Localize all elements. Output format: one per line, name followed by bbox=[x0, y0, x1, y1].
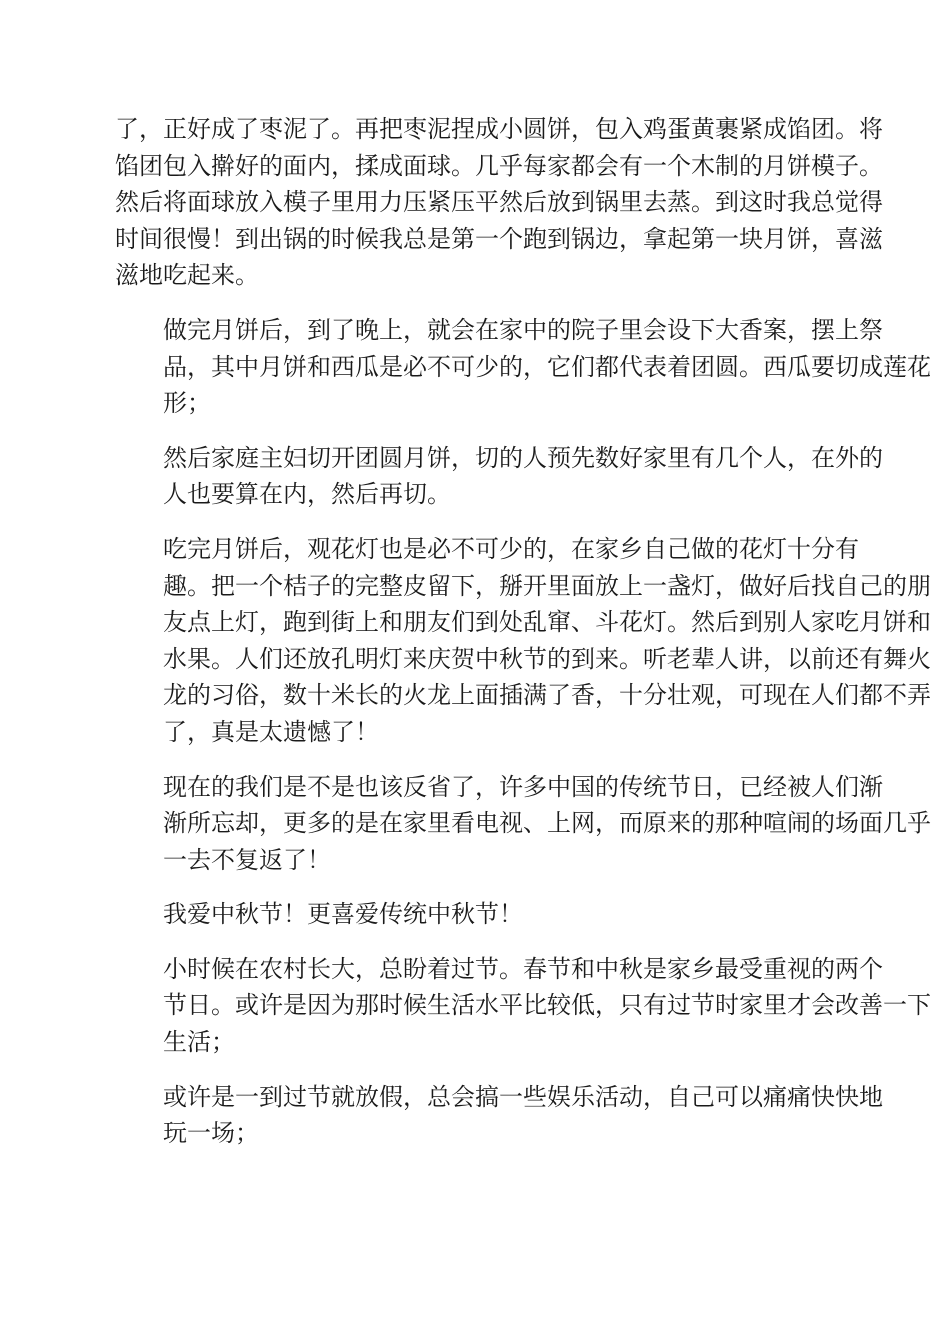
paragraph-5 bbox=[115, 769, 931, 879]
text-line: 然后将面球放入模子里用力压紧压平然后放到锅里去蒸。到这时我总觉得 bbox=[115, 188, 883, 217]
paragraph-4 bbox=[115, 531, 931, 751]
text-line: 现在的我们是不是也该反省了，许多中国的传统节日，已经被人们渐 bbox=[163, 772, 883, 801]
text-line: 吃完月饼后，观花灯也是必不可少的，在家乡自己做的花灯十分有 bbox=[163, 534, 859, 563]
paragraph-7 bbox=[115, 951, 931, 1061]
text-line: 滋地吃起来。 bbox=[115, 261, 259, 290]
text-line: 然后家庭主妇切开团圆月饼，切的人预先数好家里有几个人，在外的 bbox=[163, 443, 883, 472]
text-line: 形； bbox=[163, 389, 211, 418]
text-line: 馅团包入擀好的面内，揉成面球。几乎每家都会有一个木制的月饼模子。 bbox=[115, 151, 883, 180]
text-line: 玩一场； bbox=[163, 1119, 259, 1148]
text-line: 或许是一到过节就放假，总会搞一些娱乐活动，自己可以痛痛快快地 bbox=[163, 1082, 883, 1111]
text-line: 生活； bbox=[163, 1028, 235, 1057]
text-line: 做完月饼后，到了晚上，就会在家中的院子里会设下大香案，摆上祭 bbox=[163, 315, 883, 344]
text-line: 水果。人们还放孔明灯来庆贺中秋节的到来。听老辈人讲，以前还有舞火 bbox=[163, 644, 931, 673]
text-line: 节日。或许是因为那时候生活水平比较低，只有过节时家里才会改善一下 bbox=[163, 991, 931, 1020]
paragraph-2 bbox=[115, 312, 931, 422]
text-line: 趣。把一个桔子的完整皮留下，掰开里面放上一盏灯，做好后找自己的朋 bbox=[163, 571, 931, 600]
text-line: 我爱中秋节！更喜爱传统中秋节！ bbox=[163, 900, 523, 929]
text-line: 人也要算在内，然后再切。 bbox=[163, 480, 451, 509]
text-line: 渐所忘却，更多的是在家里看电视、上网，而原来的那种喧闹的场面几乎 bbox=[163, 809, 931, 838]
text-line: 了，真是太遗憾了！ bbox=[163, 717, 379, 746]
paragraph-6 bbox=[115, 896, 835, 933]
text-line: 时间很慢！到出锅的时候我总是第一个跑到锅边，拿起第一块月饼，喜滋 bbox=[115, 224, 883, 253]
text-line: 了，正好成了枣泥了。再把枣泥捏成小圆饼，包入鸡蛋黄裹紧成馅团。将 bbox=[115, 115, 883, 143]
text-line: 一去不复返了！ bbox=[163, 845, 331, 874]
text-line: 友点上灯，跑到街上和朋友们到处乱窜、斗花灯。然后到别人家吃月饼和 bbox=[163, 608, 931, 637]
document-body bbox=[115, 111, 931, 1170]
paragraph-8 bbox=[115, 1079, 883, 1152]
text-line: 小时候在农村长大，总盼着过节。春节和中秋是家乡最受重视的两个 bbox=[163, 954, 883, 983]
text-line: 龙的习俗，数十米长的火龙上面插满了香，十分壮观，可现在人们都不弄 bbox=[163, 681, 931, 710]
text-line: 品，其中月饼和西瓜是必不可少的，它们都代表着团圆。西瓜要切成莲花 bbox=[163, 352, 931, 381]
paragraph-3 bbox=[115, 440, 883, 513]
paragraph-1 bbox=[115, 111, 883, 294]
